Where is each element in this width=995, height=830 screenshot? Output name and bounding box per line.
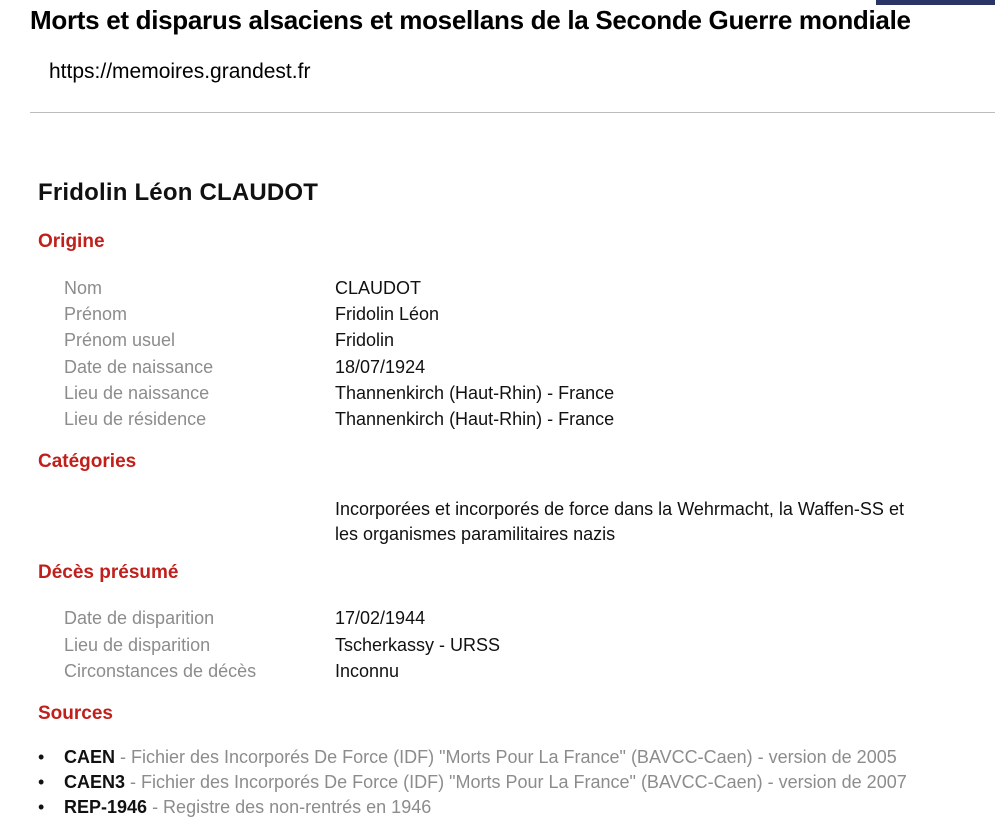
category-value: Incorporées et incorporés de force dans la Wehrmacht, la Waffen-SS et les organismes paramilitaires nazis xyxy=(335,499,904,544)
bullet-icon: • xyxy=(38,797,45,817)
field-row-lieu-naissance xyxy=(0,383,995,409)
field-value: 18/07/1924 xyxy=(335,357,426,377)
field-label: Prénom usuel xyxy=(64,330,176,350)
section-heading-origine: Origine xyxy=(38,231,105,252)
source-item xyxy=(38,770,907,795)
field-label: Nom xyxy=(64,278,103,298)
field-value: Fridolin Léon xyxy=(335,304,440,324)
field-label: Lieu de résidence xyxy=(64,409,207,429)
source-code: CAEN3 xyxy=(64,772,126,792)
field-label: Circonstances de décès xyxy=(64,661,257,681)
site-title: Morts et disparus alsaciens et mosellans de la Seconde Guerre mondiale xyxy=(30,5,911,35)
section-heading-deces: Décès présumé xyxy=(38,562,179,583)
field-row-lieu-residence xyxy=(0,409,995,435)
field-value: Fridolin xyxy=(335,330,395,350)
field-label: Prénom xyxy=(64,304,128,324)
source-item xyxy=(38,795,907,820)
source-code: REP-1946 xyxy=(64,797,148,817)
person-name: Fridolin Léon CLAUDOT xyxy=(38,179,319,206)
bullet-icon: • xyxy=(38,772,45,792)
field-row-date-naissance xyxy=(0,357,995,383)
source-description: - Fichier des Incorporés De Force (IDF) "Morts Pour La France" (BAVCC-Caen) - version de 2007 xyxy=(125,772,907,792)
field-label: Date de naissance xyxy=(64,357,214,377)
field-row-prenom xyxy=(0,304,995,330)
field-row-lieu-disparition xyxy=(0,635,995,661)
site-url[interactable]: https://memoires.grandest.fr xyxy=(49,60,311,83)
sources-list xyxy=(38,745,907,820)
header-divider xyxy=(30,112,995,113)
field-label: Lieu de naissance xyxy=(64,383,210,403)
source-code: CAEN xyxy=(64,747,116,767)
section-heading-sources: Sources xyxy=(38,703,113,724)
field-value: Tscherkassy - URSS xyxy=(335,635,501,655)
section-heading-categories: Catégories xyxy=(38,451,137,472)
bullet-icon: • xyxy=(38,747,45,767)
field-label: Lieu de disparition xyxy=(64,635,211,655)
field-value: 17/02/1944 xyxy=(335,608,426,628)
field-value: Inconnu xyxy=(335,661,400,681)
field-value: Thannenkirch (Haut-Rhin) - France xyxy=(335,409,615,429)
source-item xyxy=(38,745,907,770)
field-value: CLAUDOT xyxy=(335,278,422,298)
field-row-circonstances xyxy=(0,661,995,687)
source-description: - Fichier des Incorporés De Force (IDF) "Morts Pour La France" (BAVCC-Caen) - version de 2005 xyxy=(115,747,897,767)
field-value: Thannenkirch (Haut-Rhin) - France xyxy=(335,383,615,403)
field-label: Date de disparition xyxy=(64,608,215,628)
field-row-prenom-usuel xyxy=(0,330,995,356)
field-row-date-disparition xyxy=(0,608,995,634)
source-description: - Registre des non-rentrés en 1946 xyxy=(147,797,432,817)
field-row-nom xyxy=(0,278,995,304)
